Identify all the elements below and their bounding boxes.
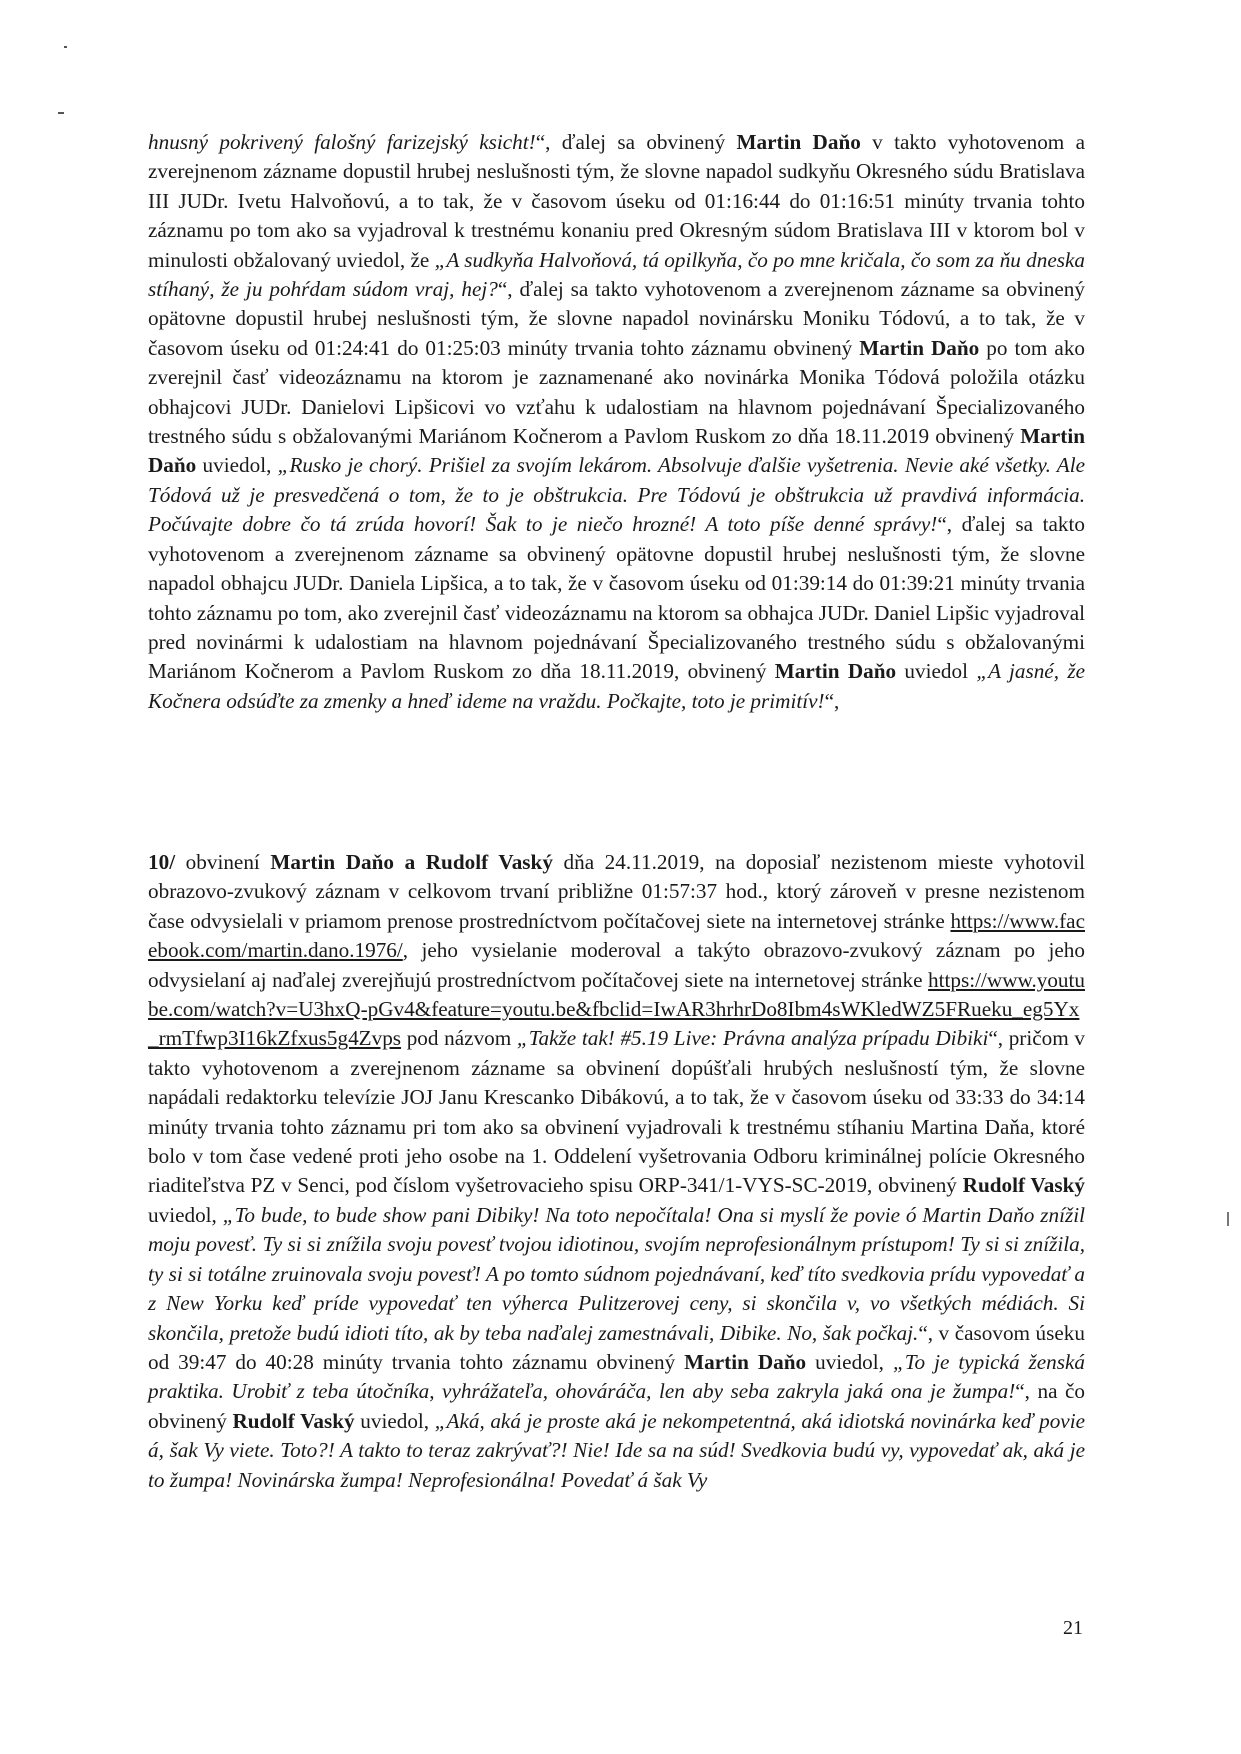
text-run: uviedol, bbox=[196, 453, 278, 478]
text-run: , jeho vysielanie moderoval a takýto obrazovo-zvukový záznam po jeho odvysielaní aj naďalej zverejňujú prostredníctvom počítačovej siete na internetovej stránke bbox=[148, 938, 1085, 992]
text-run: “, v časovom úseku od 39:47 do 40:28 minúty trvania tohto záznamu obvinený bbox=[148, 1320, 1085, 1374]
text-run: uviedol bbox=[896, 659, 977, 684]
text-run: uviedol, bbox=[354, 1408, 435, 1433]
scan-speck bbox=[58, 112, 64, 114]
quoted-statement: „To je typická ženská praktika. Urobiť z teba útočníka, vyhrážateľa, ohováráča, len aby seba zakryla jaká ona je žumpa! bbox=[148, 1349, 1086, 1404]
text-run: obvinení bbox=[175, 850, 271, 874]
text-run: “, ďalej sa takto vyhotovenom a zverejnenom zázname sa obvinený opätovne dopustil hrubej neslušnosti tým, že slovne napadol obhajcu JUDr. Daniela Lipšica, a to tak, že v časovom úseku od 01:39:14 do 01:39:21 minúty trvania tohto záznamu po tom, ako zverejnil časť videozáznamu na ktorom sa obhajca JUDr. Daniel Lipšic vyjadroval pred novinármi k udalostiam na hlavnom pojednávaní Špecializovaného trestného súdu s obžalovanými Mariánom Kočnerom a Pavlom Ruskom zo dňa 18.11.2019, obvinený bbox=[148, 512, 1085, 684]
text-run: “, ďalej sa takto vyhotovenom a zverejnenom zázname sa obvinený opätovne dopustil hrubej neslušnosti tým, že slovne napadol novinársku Moniku Tódovú, a to tak, že v časovom úseku od 01:24:41 do 01:25:03 minúty trvania tohto záznamu obvinený bbox=[148, 277, 1085, 360]
text-run: dňa 24.11.2019, na doposiaľ nezistenom mieste vyhotovil obrazovo-zvukový záznam v celkovom trvaní približne 01:57:37 hod., ktorý zároveň v presne nezistenom čase odvysielali v priamom prenose prostredníctvom počítačovej siete na internetovej stránke bbox=[148, 850, 1085, 933]
bold-name: Martin Daňo a Rudolf Vaský bbox=[270, 850, 553, 874]
quoted-statement: „A jasné, že Kočnera odsúďte za zmenky a hneď ideme na vraždu. Počkajte, toto je primitív! bbox=[148, 659, 1085, 713]
bold-name: Rudolf Vaský bbox=[962, 1173, 1085, 1198]
bold-name: Martin Daňo bbox=[736, 130, 861, 154]
text-run: uviedol, bbox=[148, 1202, 223, 1227]
text-run: po tom ako zverejnil časť videozáznamu na ktorom je zaznamenané ako novinárka Monika Tódová položila otázku obhajcovi JUDr. Danielovi Lipšicovi vo vzťahu k udalostiam na hlavnom pojednávaní Špecializovaného trestného súdu s obžalovanými Mariánom Kočnerom a Pavlom Ruskom zo dňa 18.11.2019 obvinený bbox=[148, 335, 1086, 449]
bold-name: Martin Daňo bbox=[148, 424, 1085, 478]
paragraph-item-10 bbox=[148, 848, 1085, 1495]
text-run: uviedol, bbox=[806, 1349, 893, 1374]
quoted-statement: „To bude, to bude show pani Dibiky! Na toto nepočítala! Ona si myslí že povie ó Martin Daňo znížil moju povesť. Ty si si znížila svoju povesť tvojou idiotinou, svojím neprofesionálnym prístupom! Ty si si znížila, ty si si totálne zruinovala svoju povesť! A po tomto súdnom pojednávaní, keď títo svedkovia prídu vypovedať a z New Yorku keď príde vypovedať ten výherca Pulitzerovej ceny, si skončila v, vo všetkých médiách. Si skončila, pretože budú idioti títo, ak by teba naďalej zamestnávali, Dibike. No, šak počkaj. bbox=[148, 1202, 1085, 1345]
quoted-statement: „Aká, aká je proste aká je nekompetentná, aká idiotská novinárka keď povie á, šak Vy viete. Toto?! A takto to teraz zakrývať?! Nie! Ide sa na súd! Svedkovia budú vy, vypovedať ak, aká je to žumpa! Novinárska žumpa! Neprofesionálna! Povedať á šak Vy bbox=[148, 1408, 1086, 1492]
paragraph-2 bbox=[148, 848, 1085, 1495]
text-run: v takto vyhotovenom a zverejnenom zázname dopustil hrubej neslušnosti tým, že slovne napadol sudkyňu Okresného súdu Bratislava III JUDr. Ivetu Halvoňovú, a to tak, že v časovom úseku od 01:16:44 do 01:16:51 minúty trvania tohto záznamu po tom ako sa vyjadroval k trestnému konaniu pred Okresným súdom Bratislava III v ktorom bol v minulosti obžalovaný uviedol, že bbox=[148, 130, 1086, 272]
text-run: “, pričom v takto vyhotovenom a zverejnenom zázname sa obvinení dopúšťali hrubých neslušností tým, že slovne napádali redaktorku televízie JOJ Janu Krescanko Dibákovú, a to tak, že v časovom úseku od 33:33 do 34:14 minúty trvania tohto záznamu pri tom ako sa obvinení vyjadrovali k trestnému stíhaniu Martina Daňa, ktoré bolo v tom čase vedené proti jeho osobe na 1. Oddelení vyšetrovania Odboru kriminálnej polície Okresného riaditeľstva PZ v Senci, pod číslom vyšetrovacieho spisu ORP-341/1-VYS-SC-2019, obvinený bbox=[148, 1026, 1085, 1198]
text-run: pod názvom bbox=[401, 1026, 517, 1051]
page-number: 21 bbox=[1063, 1617, 1083, 1639]
bold-name: Martin Daňo bbox=[859, 335, 980, 360]
bold-name: 10/ bbox=[148, 850, 176, 874]
url-link: https://www.youtube.com/watch?v=U3hxQ-pGv4&feature=youtu.be&fbclid=IwAR3hrhrDo8Ibm4sWKledWZ5FRueku_eg5Yx_rmTfwp3I16kZfxus5g4Zvps bbox=[148, 967, 1085, 1051]
bold-name: Martin Daňo bbox=[774, 659, 897, 684]
quoted-statement: „Takže tak! #5.19 Live: Právna analýza prípadu Dibiki bbox=[516, 1026, 989, 1051]
scan-speck bbox=[64, 46, 67, 48]
paragraph-continuation bbox=[148, 128, 1085, 716]
bold-name: Rudolf Vaský bbox=[232, 1408, 355, 1433]
quoted-statement: „Rusko je chorý. Prišiel za svojím lekárom. Absolvuje ďalšie vyšetrenia. Nevie aké všetky. Ale Tódová už je presvedčená o tom, že to je obštrukcia. Pre Tódovú je obštrukcia už pravdivá informácia. Počúvajte dobre čo tá zrúda hovorí! Šak to je niečo hrozné! A toto píše denné správy! bbox=[148, 453, 1085, 537]
text-run: “, ďalej sa obvinený bbox=[535, 130, 737, 154]
scan-speck bbox=[1227, 1212, 1229, 1226]
text-run: “, bbox=[824, 688, 840, 713]
url-link: https://www.facebook.com/martin.dano.1976/ bbox=[148, 908, 1085, 963]
quoted-statement: „A sudkyňa Halvoňová, tá opilkyňa, čo po mne kričala, čo som za ňu dneska stíhaný, že ju pohŕdam súdom vraj, hej? bbox=[148, 247, 1086, 302]
text-run: “, na čo obvinený bbox=[148, 1379, 1085, 1433]
quoted-statement: hnusný pokrivený falošný farizejský ksicht! bbox=[148, 130, 536, 154]
bold-name: Martin Daňo bbox=[684, 1349, 807, 1374]
paragraph-1 bbox=[148, 128, 1085, 716]
